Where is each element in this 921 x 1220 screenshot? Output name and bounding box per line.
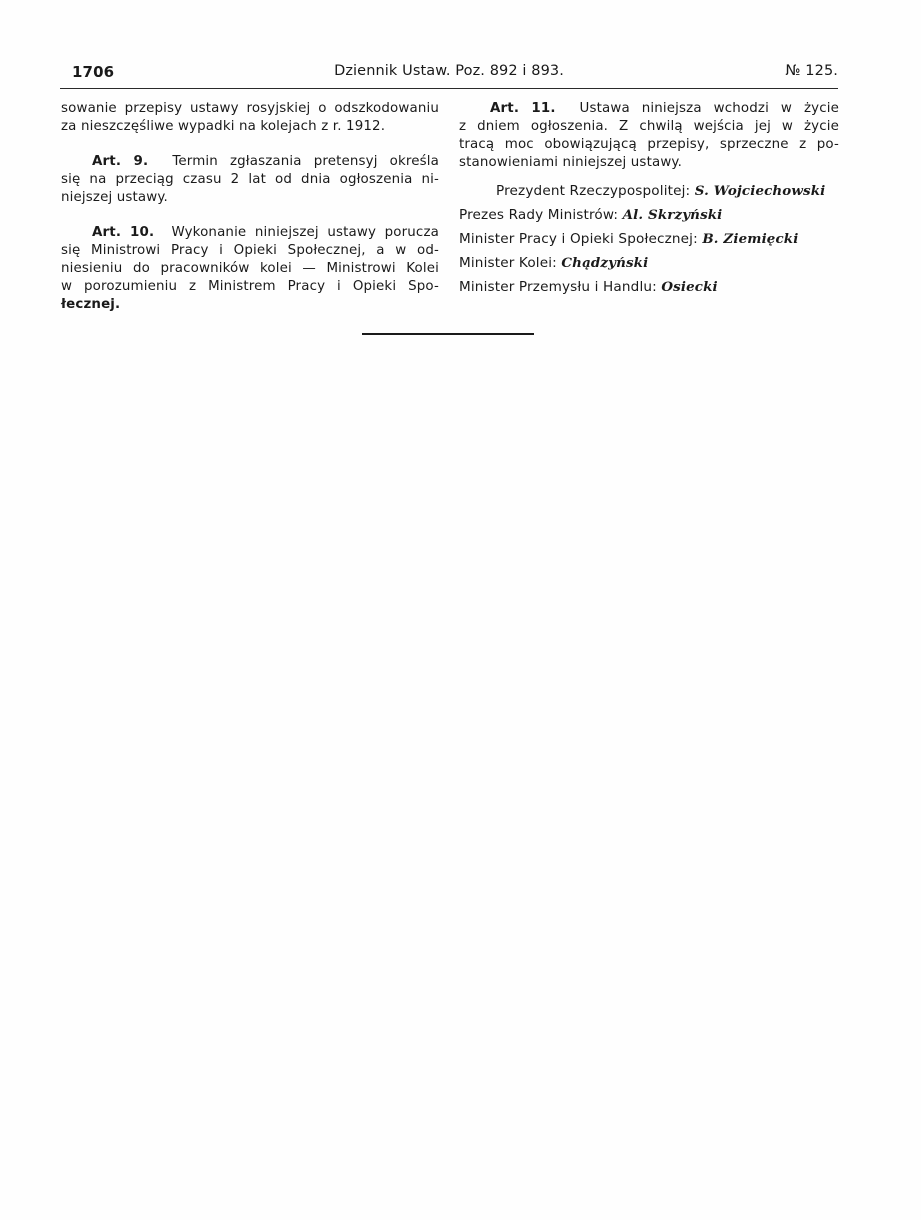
article-label: Art. 10. — [92, 225, 155, 240]
right-column — [459, 100, 839, 299]
continuation-paragraph — [61, 100, 439, 136]
journal-title: Dziennik Ustaw. Poz. 892 i 893. — [334, 63, 564, 79]
text-line: łecznej. — [61, 297, 121, 312]
header-rule — [60, 88, 838, 89]
signature-prime-minister — [459, 203, 839, 227]
signature-title: Minister Kolei: — [459, 255, 557, 271]
text-line: tracą moc obowiązującą przepisy, sprzeczne z po- — [459, 137, 839, 152]
signature-president — [459, 179, 839, 203]
article-text: Wykonanie niniejszej ustawy porucza — [171, 225, 439, 240]
signature-title: Minister Przemysłu i Handlu: — [459, 279, 657, 295]
signature-labour-minister — [459, 227, 839, 251]
article-9 — [61, 153, 439, 207]
text-line — [61, 153, 439, 171]
text-line: sowanie przepisy ustawy rosyjskiej o odszkodowaniu — [61, 101, 439, 116]
article-11 — [459, 100, 839, 172]
text-line: się Ministrowi Pracy i Opieki Społecznej, a w od- — [61, 243, 439, 258]
signature-name: Osiecki — [661, 279, 718, 295]
text-line: się na przeciąg czasu 2 lat od dnia ogłoszenia ni- — [61, 172, 439, 187]
text-line: za nieszczęśliwe wypadki na kolejach z r. 1912. — [61, 119, 386, 134]
signature-name: Chądzyński — [561, 255, 649, 271]
signature-title: Prezes Rady Ministrów: — [459, 207, 619, 223]
text-line — [459, 100, 839, 118]
page-number: 1706 — [72, 63, 115, 81]
article-text: Termin zgłaszania pretensyj określa — [172, 154, 439, 169]
signature-name: Al. Skrzyński — [622, 207, 723, 223]
signature-railways-minister — [459, 251, 839, 275]
article-10 — [61, 224, 439, 314]
text-line: w porozumieniu z Ministrem Pracy i Opieki Spo- — [61, 279, 439, 294]
signatures-block — [459, 179, 839, 299]
text-line: niesieniu do pracowników kolei — Ministrowi Kolei — [61, 261, 439, 276]
end-of-act-rule — [362, 333, 534, 335]
issue-number: № 125. — [785, 63, 838, 79]
text-line — [61, 224, 439, 242]
article-text: Ustawa niniejsza wchodzi w życie — [579, 101, 839, 116]
text-line: z dniem ogłoszenia. Z chwilą wejścia jej w życie — [459, 119, 839, 134]
text-line: stanowieniami niniejszej ustawy. — [459, 155, 682, 170]
signature-name: B. Ziemięcki — [702, 231, 799, 247]
running-header — [60, 63, 838, 85]
article-label: Art. 11. — [490, 101, 556, 116]
article-label: Art. 9. — [92, 154, 149, 169]
signature-name: S. Wojciechowski — [694, 183, 826, 199]
signature-title: Prezydent Rzeczypospolitej: — [496, 183, 691, 199]
text-line: niejszej ustawy. — [61, 190, 168, 205]
left-column — [61, 100, 439, 314]
signature-title: Minister Pracy i Opieki Społecznej: — [459, 231, 698, 247]
signature-industry-minister — [459, 275, 839, 299]
